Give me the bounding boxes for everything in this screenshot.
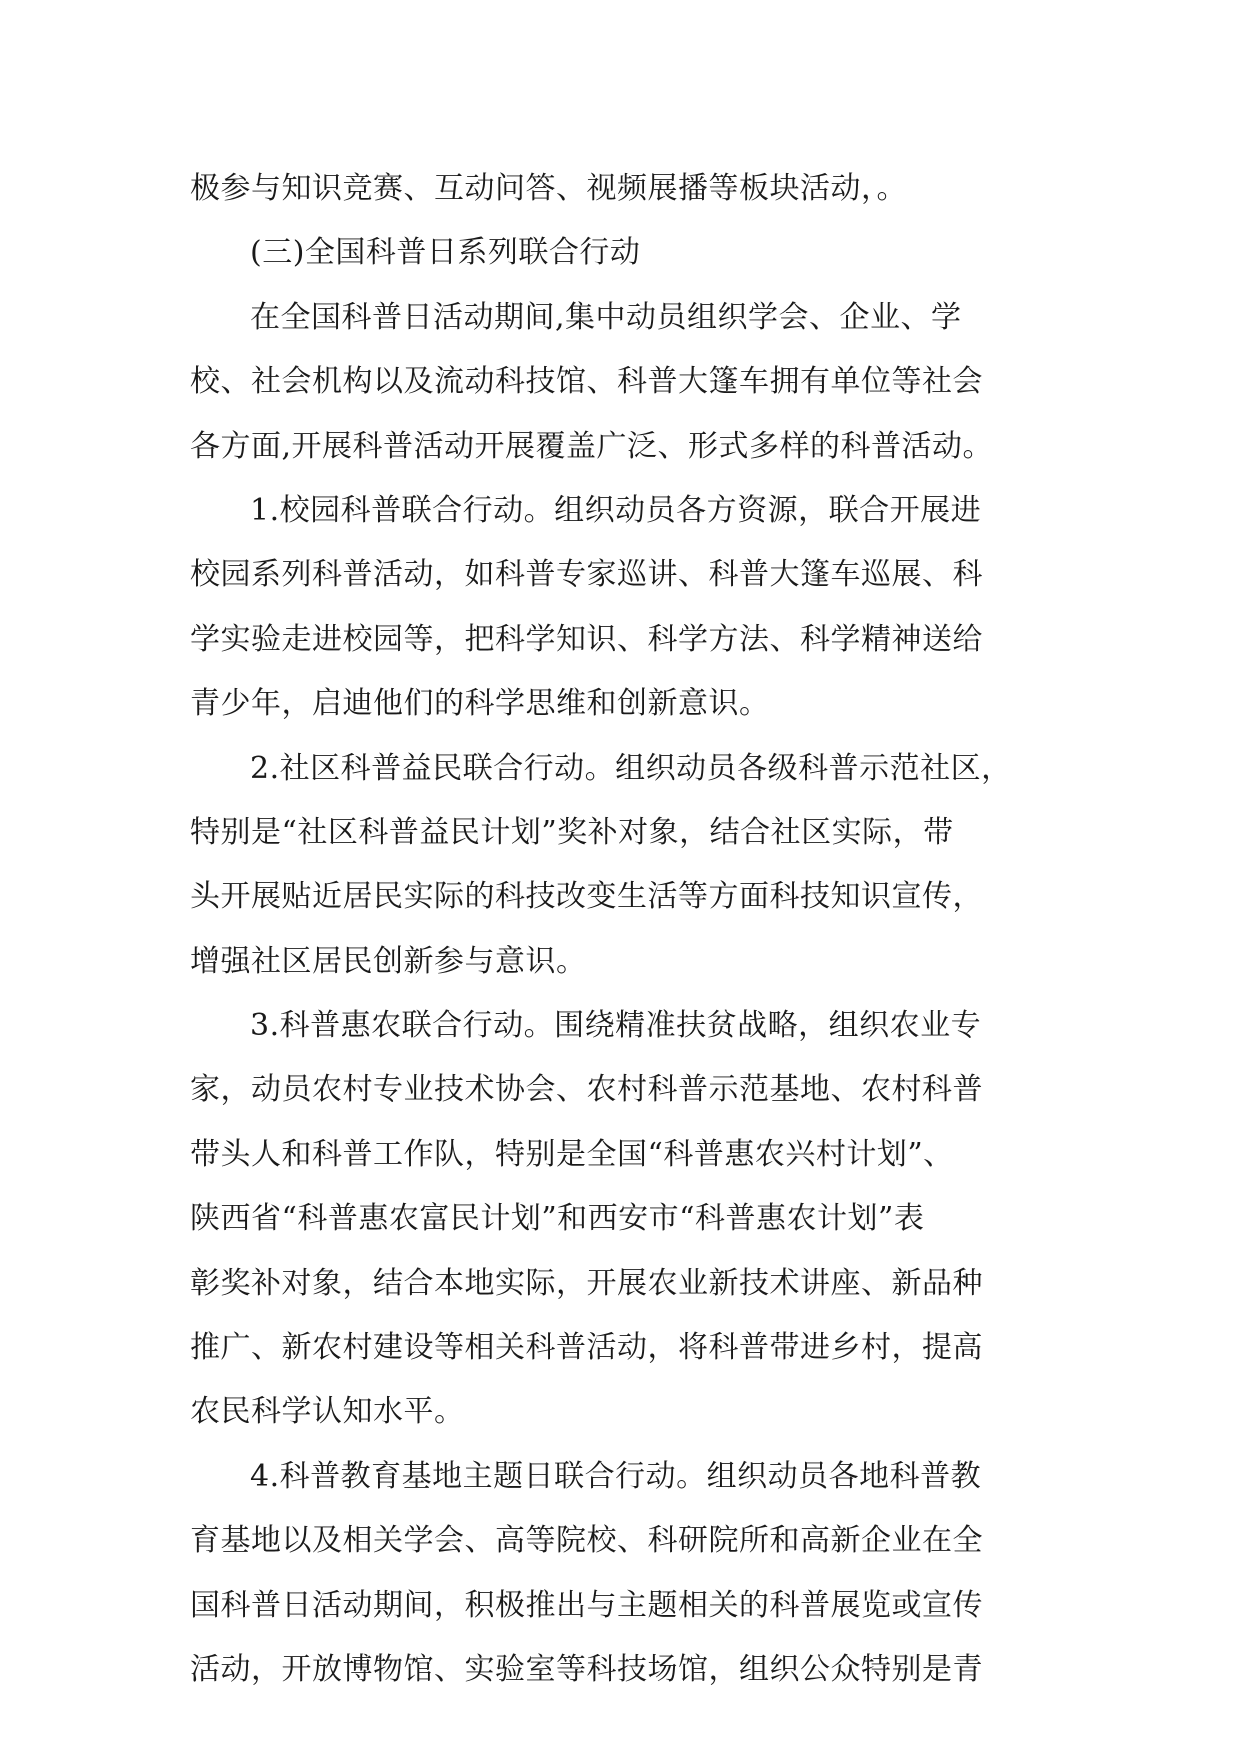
text-line: 极参与知识竞赛、互动问答、视频展播等板块活动，。 <box>190 171 907 206</box>
text-line: 校、社会机构以及流动科技馆、科普大篷车拥有单位等社会 <box>190 364 983 400</box>
text-line: 农民科学认知水平。 <box>190 1394 465 1430</box>
text-line: 育基地以及相关学会、高等院校、科研院所和高新企业在全 <box>190 1523 983 1559</box>
text-line: 校园系列科普活动，如科普专家巡讲、科普大篷车巡展、科 <box>190 557 983 593</box>
text-line: 国科普日活动期间，积极推出与主题相关的科普展览或宣传 <box>190 1587 983 1623</box>
text-line: 在全国科普日活动期间,集中动员组织学会、企业、学 <box>250 299 962 335</box>
text-line: 4.科普教育基地主题日联合行动。组织动员各地科普教 <box>250 1458 982 1494</box>
text-line: 头开展贴近居民实际的科技改变生活等方面科技知识宣传， <box>190 879 983 915</box>
text-line: 家，动员农村专业技术协会、农村科普示范基地、农村科普 <box>190 1072 983 1108</box>
text-line: 推广、新农村建设等相关科普活动，将科普带进乡村，提高 <box>190 1330 983 1366</box>
text-line: 1.校园科普联合行动。组织动员各方资源，联合开展进 <box>250 492 982 528</box>
text-line: 增强社区居民创新参与意识。 <box>190 943 587 979</box>
text-line: 2.社区科普益民联合行动。组织动员各级科普示范社区， <box>250 750 1012 786</box>
text-line: 带头人和科普工作队，特别是全国“科普惠农兴村计划”、 <box>190 1136 954 1172</box>
document-body <box>190 157 1050 1702</box>
text-line: 特别是“社区科普益民计划”奖补对象，结合社区实际，带 <box>190 814 954 850</box>
text-line: 活动，开放博物馆、实验室等科技场馆，组织公众特别是青 <box>190 1651 983 1687</box>
text-line: 各方面,开展科普活动开展覆盖广泛、形式多样的科普活动。 <box>190 428 994 464</box>
text-line: 青少年，启迪他们的科学思维和创新意识。 <box>190 686 770 722</box>
section-heading: (三)全国科普日系列联合行动 <box>250 235 641 271</box>
text-line: 3.科普惠农联合行动。围绕精准扶贫战略，组织农业专 <box>250 1008 982 1044</box>
text-line: 陕西省“科普惠农富民计划”和西安市“科普惠农计划”表 <box>190 1201 925 1237</box>
text-line: 学实验走进校园等，把科学知识、科学方法、科学精神送给 <box>190 621 983 657</box>
text-line: 彰奖补对象，结合本地实际，开展农业新技术讲座、新品种 <box>190 1265 983 1301</box>
